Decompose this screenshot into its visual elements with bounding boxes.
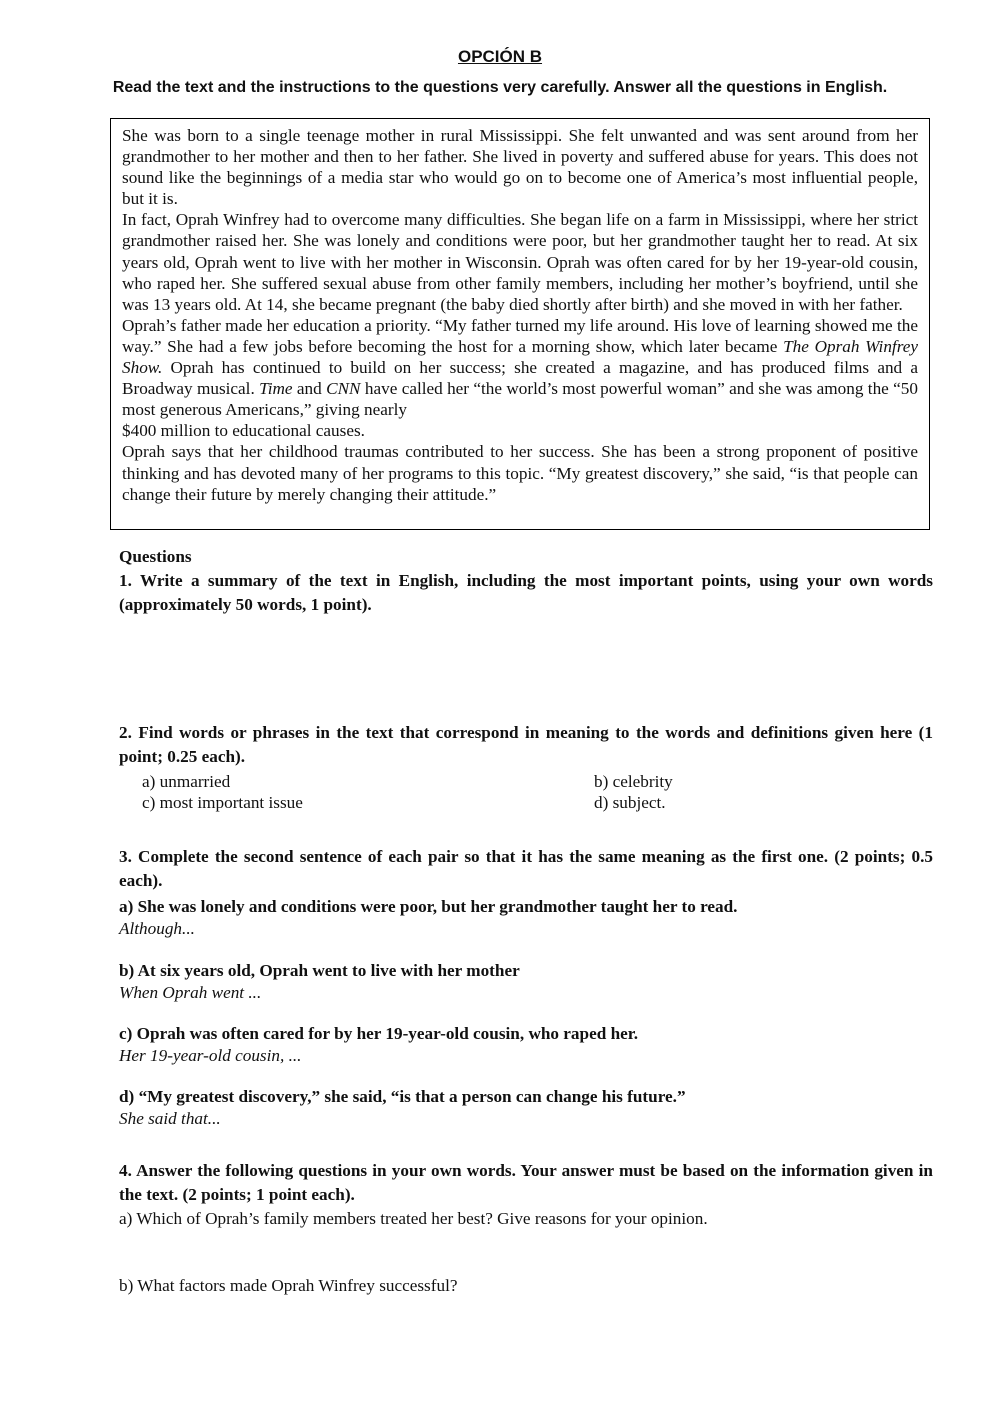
question-1: 1. Write a summary of the text in English, including the most important points, using your own words (approximately 50 words, 1 point). xyxy=(119,571,933,614)
passage-paragraph: $400 million to educational causes. xyxy=(122,421,365,441)
question-3: 3. Complete the second sentence of each pair so that it has the same meaning as the first one. (2 points; 0.5 each). xyxy=(119,847,933,890)
rewrite-prompt: She said that... xyxy=(119,1109,221,1128)
question-4b: b) What factors made Oprah Winfrey successful? xyxy=(119,1276,458,1295)
instructions: Read the text and the instructions to the questions very carefully. Answer all the questions in English. xyxy=(112,79,888,96)
rewrite-prompt: Although... xyxy=(119,919,195,938)
rewrite-prompt: When Oprah went ... xyxy=(119,983,262,1002)
question-4: 4. Answer the following questions in your own words. Your answer must be based on the information given in the text. (2 points; 1 point each). xyxy=(119,1161,933,1204)
passage-text: have called her “the world’s most powerful woman” and she was among the “50 most generous Americans,” giving nearly xyxy=(122,379,918,420)
passage-paragraph: In fact, Oprah Winfrey had to overcome many difficulties. She began life on a farm in Mississippi, where her strict grandmother raised her. She was lonely and conditions were poor, but her grandmother taught her to read. At six years old, Oprah went to live with her mother in Wisconsin. Oprah was often cared for by her 19-year-old cousin, who raped her. She suffered sexual abuse from other family members, including her mother’s boyfriend, until she was 13 years old. At 14, she became pregnant (the baby died shortly after birth) and she moved in with her father. xyxy=(122,210,918,314)
rewrite-prompt: Her 19-year-old cousin, ... xyxy=(119,1046,302,1065)
page-title: OPCIÓN B xyxy=(457,47,543,66)
show-title: The Oprah Winfrey Show. xyxy=(122,336,919,378)
questions-heading: Questions xyxy=(119,547,192,566)
question-4a: a) Which of Oprah’s family members treated her best? Give reasons for your opinion. xyxy=(119,1209,708,1228)
passage-text: and xyxy=(292,379,327,399)
option-c: c) most important issue xyxy=(142,793,303,812)
option-a: a) unmarried xyxy=(142,772,231,791)
option-d: d) subject. xyxy=(594,793,666,812)
passage-text: Oprah’s father made her education a priority. “My father turned my life around. His love of learning showed me the way.” She had a few jobs before becoming the host for a morning show, which later became xyxy=(122,315,918,356)
definition-options xyxy=(119,771,933,813)
question-2: 2. Find words or phrases in the text that correspond in meaning to the words and definitions given here (1 point; 0.25 each). xyxy=(119,723,933,766)
network-name: CNN xyxy=(326,379,361,399)
passage-paragraph: Oprah says that her childhood traumas contributed to her success. She has been a strong proponent of positive thinking and has devoted many of her programs to this topic. “My greatest discovery,” she said, “is that people can change their future by merely changing their attitude.” xyxy=(122,442,918,504)
reading-passage xyxy=(110,118,930,530)
magazine-name: Time xyxy=(259,379,293,399)
passage-paragraph: She was born to a single teenage mother in rural Mississippi. She felt unwanted and was sent around from her grandmother to her mother and then to her father. She lived in poverty and suffered abuse for years. This does not sound like the beginnings of a media star who would go on to become one of America’s most influential people, but it is. xyxy=(122,126,918,209)
rewrite-sentence: c) Oprah was often cared for by her 19-year-old cousin, who raped her. xyxy=(119,1024,639,1043)
rewrite-sentence: d) “My greatest discovery,” she said, “is that a person can change his future.” xyxy=(119,1087,686,1106)
rewrite-sentence: b) At six years old, Oprah went to live with her mother xyxy=(119,961,520,980)
passage-text: Oprah has continued to build on her success; she created a magazine, and has produced films and a Broadway musical. xyxy=(122,358,918,399)
passage-paragraph xyxy=(122,315,918,420)
rewrite-sentence: a) She was lonely and conditions were poor, but her grandmother taught her to read. xyxy=(119,897,738,916)
option-b: b) celebrity xyxy=(594,772,673,791)
